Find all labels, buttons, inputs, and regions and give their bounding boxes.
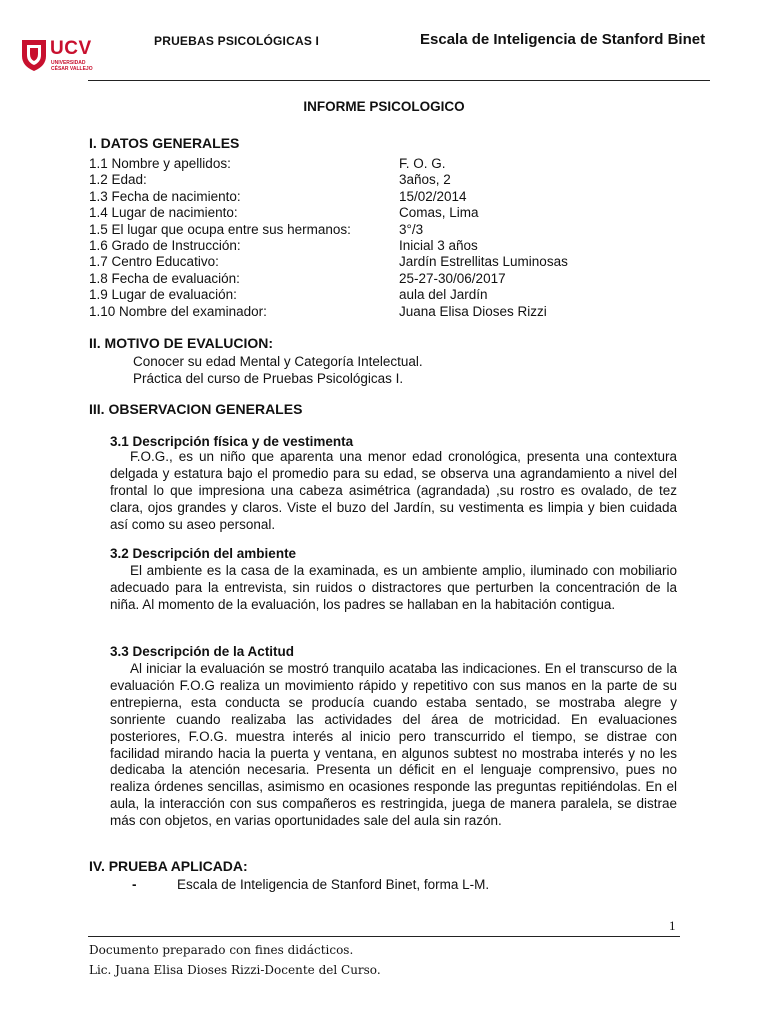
prueba-list-item [132, 877, 489, 892]
footer-line-1: Documento preparado con fines didácticos. [89, 943, 354, 957]
section-datos-generales-heading: I. DATOS GENERALES [89, 135, 240, 151]
datos-label: 1.6 Grado de Instrucción: [89, 237, 241, 253]
datos-value: Comas, Lima [399, 205, 479, 221]
course-name: PRUEBAS PSICOLÓGICAS I [154, 34, 320, 48]
datos-label: 1.5 El lugar que ocupa entre sus hermanos: [89, 221, 351, 237]
datos-value: 3años, 2 [399, 172, 451, 188]
datos-label: 1.9 Lugar de evaluación: [89, 287, 237, 303]
datos-row [89, 287, 568, 303]
logo-subtitle-1: UNIVERSIDAD [51, 60, 86, 66]
datos-row [89, 271, 568, 287]
section-motivo-heading: II. MOTIVO DE EVALUCION: [89, 335, 274, 351]
datos-row [89, 304, 568, 320]
datos-value: 15/02/2014 [399, 188, 467, 204]
subsection-actitud-heading: 3.3 Descripción de la Actitud [110, 644, 295, 659]
datos-label: 1.4 Lugar de nacimiento: [89, 205, 238, 221]
datos-value: aula del Jardín [399, 287, 488, 303]
header-divider [88, 80, 710, 81]
datos-label: 1.2 Edad: [89, 172, 147, 188]
subsection-ambiente-heading: 3.2 Descripción del ambiente [110, 546, 297, 561]
bullet-dash: - [132, 877, 137, 892]
datos-row [89, 254, 568, 270]
datos-row [89, 205, 568, 221]
logo-text: UCV [50, 38, 92, 59]
datos-value: 3°/3 [399, 221, 424, 237]
footer-divider [88, 936, 680, 937]
page-footer [89, 940, 381, 980]
datos-row [89, 156, 568, 172]
datos-row [89, 222, 568, 238]
datos-label: 1.3 Fecha de nacimiento: [89, 188, 241, 204]
prueba-item-text: Escala de Inteligencia de Stanford Binet, forma L-M. [177, 877, 490, 892]
subsection-descripcion-fisica-heading: 3.1 Descripción física y de vestimenta [110, 434, 354, 449]
datos-row [89, 189, 568, 205]
ucv-logo [20, 38, 100, 78]
page-header [0, 0, 768, 84]
datos-label: 1.7 Centro Educativo: [89, 254, 219, 270]
section-prueba-heading: IV. PRUEBA APLICADA: [89, 858, 248, 874]
test-title: Escala de Inteligencia de Stanford Binet [420, 31, 706, 48]
logo-subtitle-2: CÉSAR VALLEJO [51, 66, 93, 72]
datos-value: Jardín Estrellitas Luminosas [399, 254, 568, 270]
page-number: 1 [669, 918, 676, 933]
ambiente-paragraph: El ambiente es la casa de la examinada, es un ambiente amplio, iluminado con mobiliario adecuado para la entrevista, sin ruidos o distractores que perturben la concentración de la niña. Al momento de la evaluación, los padres se hallaban en la habitación contigua. [110, 563, 677, 612]
datos-label: 1.1 Nombre y apellidos: [89, 156, 231, 171]
datos-label: 1.8 Fecha de evaluación: [89, 270, 240, 286]
datos-value: Inicial 3 años [399, 237, 478, 253]
datos-generales-table [89, 156, 568, 320]
datos-value: F. O. G. [399, 156, 446, 171]
footer-line-2: Lic. Juana Elisa Dioses Rizzi-Docente del Curso. [89, 963, 381, 977]
motivo-line: Práctica del curso de Pruebas Psicológicas I. [133, 371, 404, 386]
descripcion-fisica-paragraph: F.O.G., es un niño que aparenta una menor edad cronológica, presenta una contextura delgada y estatura bajo el promedio para su edad, se observa una agrandamiento a nivel del frontal lo que impresiona una cabeza asimétrica (agrandada) ,su rostro es ovalado, de tez clara, ojos grandes y claros. Viste el buzo del Jardín, su vestimenta es limpia y bien cuidada así como su aseo personal. [110, 449, 677, 532]
shield-icon [20, 38, 48, 72]
datos-label: 1.10 Nombre del examinador: [89, 303, 267, 319]
datos-value: Juana Elisa Dioses Rizzi [399, 303, 547, 319]
actitud-paragraph: Al iniciar la evaluación se mostró tranquilo acataba las indicaciones. En el transcurso de la evaluación F.O.G realiza un movimiento rápido y repetitivo con sus manos en la parte de su entrepierna, esta conducta se producía cuando estaba sentado, se mostraba alegre y sonriente cuando realizaba las actividades del área de motricidad. En evaluaciones posteriores, F.O.G. muestra interés al inicio pero transcurrido el tiempo, se distrae con facilidad mirando hacia la puerta y ventana, en algunos subtest no mostraba interés y no les dedicaba la atención necesaria. Presenta un déficit en el lenguaje comprensivo, pues no realiza órdenes sencillas, asimismo en ocasiones responde las preguntas repitiéndolas. En el aula, la interacción con sus compañeros es restringida, juega de manera paralela, se distrae más con objetos, en varias oportunidades sale del aula sin razón. [110, 661, 677, 829]
datos-row [89, 238, 568, 254]
document-title: INFORME PSICOLOGICO [303, 99, 465, 114]
motivo-list [133, 353, 423, 387]
datos-value: 25-27-30/06/2017 [399, 270, 506, 286]
datos-row [89, 172, 568, 188]
section-observaciones-heading: III. OBSERVACION GENERALES [89, 401, 303, 417]
motivo-line: Conocer su edad Mental y Categoría Intelectual. [133, 354, 423, 369]
